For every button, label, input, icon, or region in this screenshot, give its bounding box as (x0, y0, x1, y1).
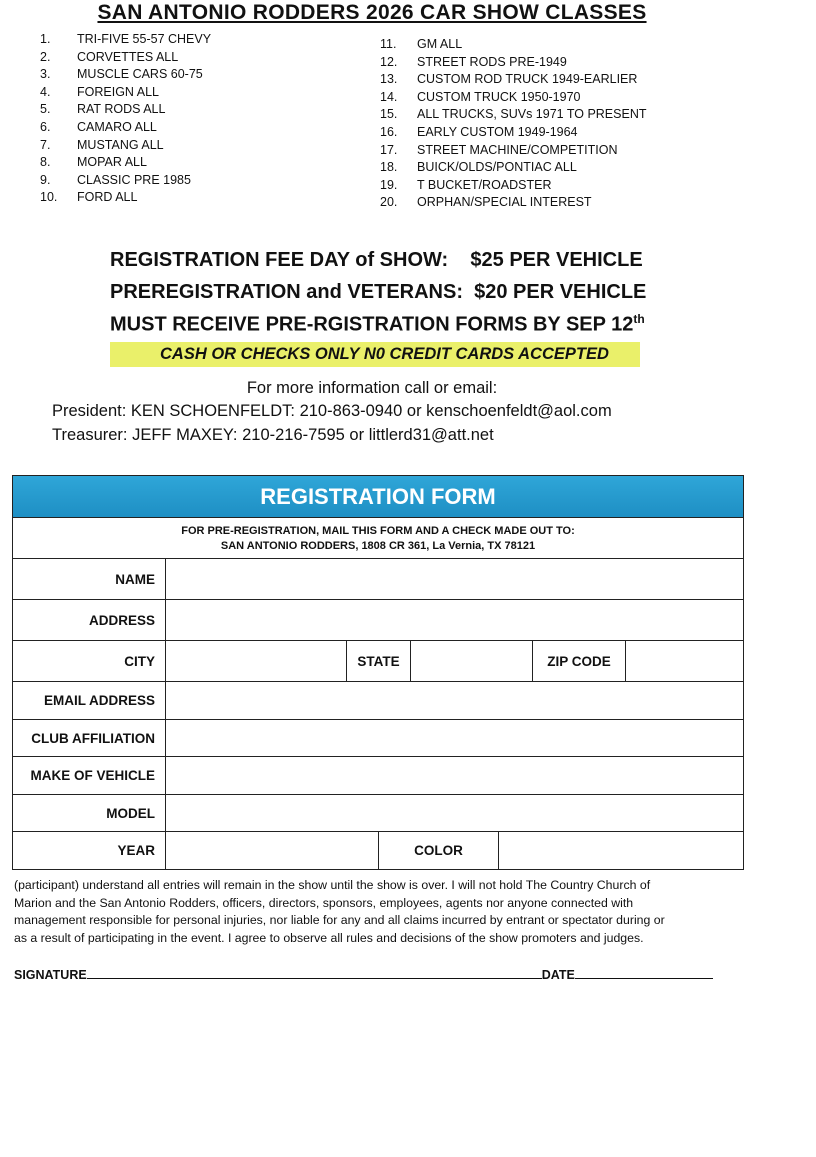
class-item: 10. FORD ALL (40, 190, 138, 205)
club-field[interactable] (166, 720, 743, 756)
make-field[interactable] (166, 757, 743, 794)
zip-label: ZIP CODE (532, 641, 626, 681)
class-item: 5. RAT RODS ALL (40, 102, 166, 117)
class-item: 16. EARLY CUSTOM 1949-1964 (380, 124, 578, 139)
year-label: YEAR (13, 832, 166, 869)
class-item: 12. STREET RODS PRE-1949 (380, 54, 567, 69)
signature-field[interactable] (87, 967, 542, 979)
payment-notice-highlight: CASH OR CHECKS ONLY N0 CREDIT CARDS ACCEPTED (110, 342, 640, 367)
name-row (13, 559, 743, 600)
year-row (13, 832, 743, 869)
class-item: 11. GM ALL (380, 37, 463, 51)
state-field[interactable] (411, 641, 532, 681)
date-field[interactable] (575, 967, 713, 979)
name-label: NAME (13, 559, 166, 599)
class-item: 20. ORPHAN/SPECIAL INTEREST (380, 195, 592, 210)
class-item: 4. FOREIGN ALL (40, 84, 159, 99)
class-item: 9. CLASSIC PRE 1985 (40, 172, 191, 187)
class-item: 6. CAMARO ALL (40, 119, 157, 134)
class-item: 13. CUSTOM ROD TRUCK 1949-EARLIER (380, 72, 638, 87)
treasurer-contact: Treasurer: JEFF MAXEY: 210-216-7595 or littlerd31@att.net (52, 426, 494, 444)
president-contact: President: KEN SCHOENFELDT: 210-863-0940 or kenschoenfeldt@aol.com (52, 402, 612, 420)
fee-preregistration: PREREGISTRATION and VETERANS: $20 PER VEHICLE (110, 281, 647, 303)
fee-day-of-show: REGISTRATION FEE DAY of SHOW: $25 PER VEHICLE (110, 249, 643, 271)
city-row (13, 641, 743, 682)
state-label: STATE (346, 641, 411, 681)
class-item: 2. CORVETTES ALL (40, 49, 179, 64)
city-label: CITY (13, 641, 166, 681)
class-item: 19. T BUCKET/ROADSTER (380, 177, 552, 192)
address-label: ADDRESS (13, 600, 166, 640)
class-item: 18. BUICK/OLDS/PONTIAC ALL (380, 160, 577, 175)
make-row (13, 757, 743, 795)
preregistration-deadline: MUST RECEIVE PRE-RGISTRATION FORMS BY SEP 12th (110, 312, 645, 336)
signature-line (14, 967, 713, 982)
signature-label: SIGNATURE (14, 968, 87, 982)
model-field[interactable] (166, 795, 743, 831)
zip-field[interactable] (626, 641, 743, 681)
class-list-left (40, 31, 211, 207)
class-item: 14. CUSTOM TRUCK 1950-1970 (380, 89, 581, 104)
year-field[interactable] (166, 832, 378, 869)
address-row (13, 600, 743, 641)
class-item: 7. MUSTANG ALL (40, 137, 164, 152)
club-row (13, 720, 743, 757)
class-list-right (380, 36, 647, 212)
form-title: REGISTRATION FORM (13, 476, 743, 518)
liability-disclaimer: (participant) understand all entries will remain in the show until the show is over. I will not hold The Country Church of Marion and the San Antonio Rodders, officers, directors, sponsors, employees, agents nor anyone connected with management responsible for personal injuries, nor liable for any and all claims incurred by entrant or spectator during or as a result of participating in the event. I agree to observe all rules and decisions of the show promoters and judges. (14, 878, 665, 945)
email-label: EMAIL ADDRESS (13, 682, 166, 719)
class-item: 8. MOPAR ALL (40, 155, 147, 170)
class-item: 15. ALL TRUCKS, SUVs 1971 TO PRESENT (380, 107, 647, 122)
class-item: 3. MUSCLE CARS 60-75 (40, 67, 203, 82)
model-row (13, 795, 743, 832)
email-row (13, 682, 743, 720)
name-field[interactable] (166, 559, 743, 599)
city-field[interactable] (166, 641, 346, 681)
date-label: DATE (541, 968, 575, 982)
club-label: CLUB AFFILIATION (13, 720, 166, 756)
info-heading: For more information call or email: (246, 379, 498, 397)
page-title: SAN ANTONIO RODDERS 2026 CAR SHOW CLASSES (97, 1, 647, 24)
registration-form (12, 475, 744, 870)
email-field[interactable] (166, 682, 743, 719)
model-label: MODEL (13, 795, 166, 831)
color-label: COLOR (378, 832, 499, 869)
mail-instructions: FOR PRE-REGISTRATION, MAIL THIS FORM AND A CHECK MADE OUT TO: SAN ANTONIO RODDERS, 1808 CR 361, La Vernia, TX 78121 (13, 518, 743, 559)
make-label: MAKE OF VEHICLE (13, 757, 166, 794)
color-field[interactable] (499, 832, 743, 869)
class-item: 1. TRI-FIVE 55-57 CHEVY (40, 32, 212, 46)
address-field[interactable] (166, 600, 743, 640)
class-item: 17. STREET MACHINE/COMPETITION (380, 142, 618, 157)
